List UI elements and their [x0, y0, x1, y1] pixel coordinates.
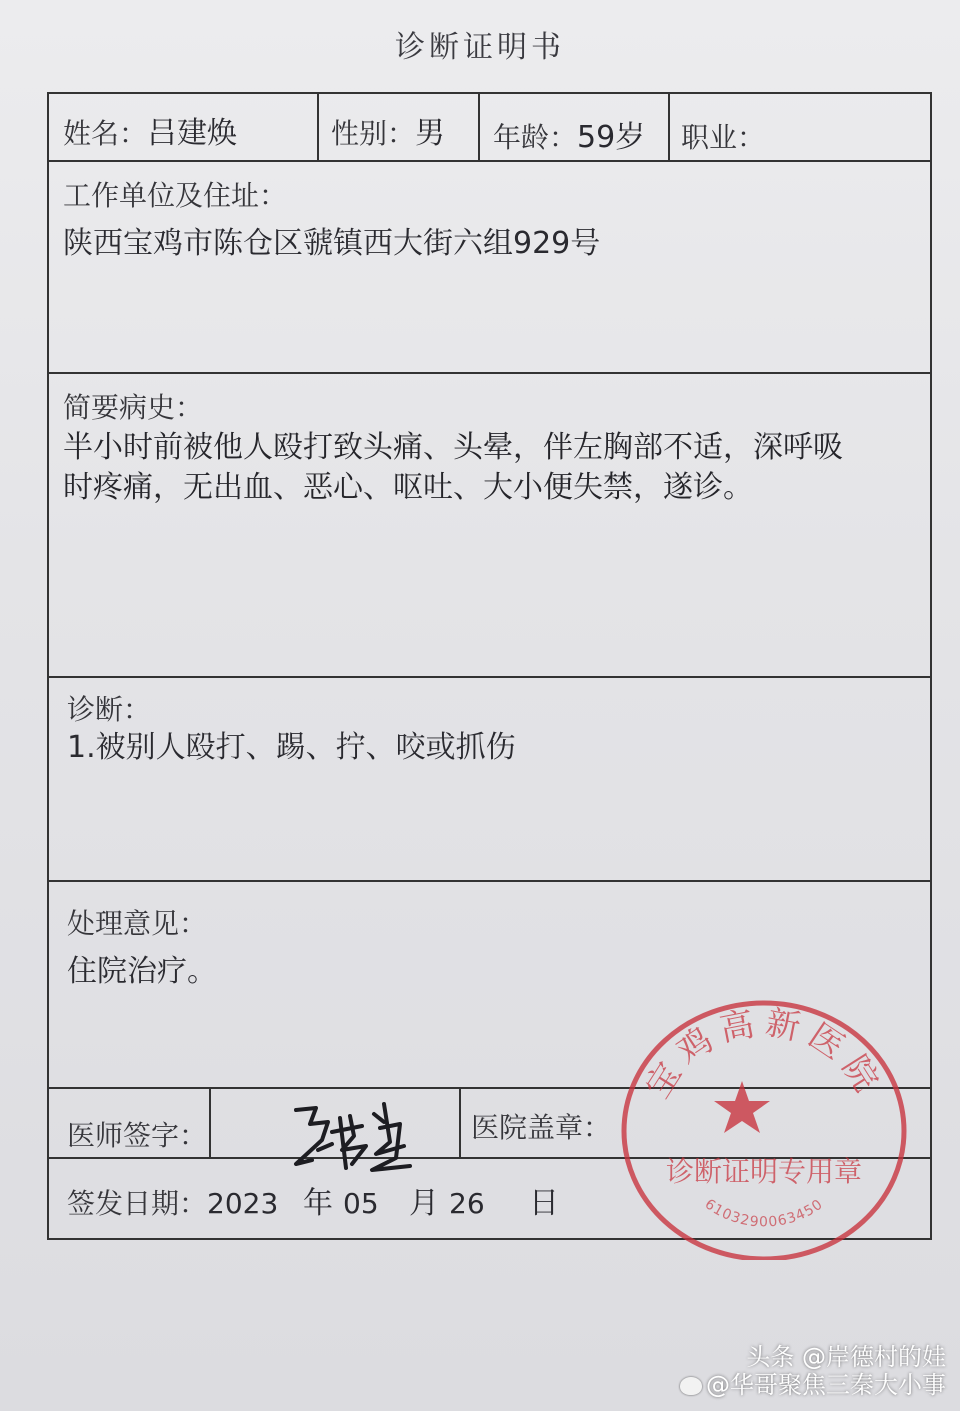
gender-field [331, 108, 445, 152]
doctor-sign-label: 医师签字： [67, 1119, 208, 1152]
issue-date-field [67, 1178, 559, 1222]
weibo-icon [680, 1377, 702, 1395]
treatment-label: 处理意见： [67, 907, 208, 940]
age-field [493, 112, 645, 156]
watermark-line-2-text: @华哥聚焦三秦大小事 [706, 1371, 946, 1399]
diagnosis-label: 诊断： [67, 693, 152, 726]
hospital-stamp-label: 医院盖章： [471, 1111, 612, 1144]
day-unit: 日 [529, 1186, 560, 1221]
occupation-label: 职业： [681, 121, 766, 154]
column-divider [459, 1087, 461, 1157]
seal-top-text: 宝鸡高新医院 [637, 1002, 891, 1106]
column-divider [317, 94, 319, 160]
month-unit: 月 [409, 1186, 440, 1221]
row-divider [49, 880, 930, 882]
age-label: 年龄： [493, 121, 578, 154]
address-label: 工作单位及住址： [63, 179, 288, 212]
issue-day: 26 [449, 1187, 485, 1220]
row-divider [49, 160, 930, 162]
year-unit: 年 [303, 1186, 334, 1221]
occupation-field [681, 116, 765, 156]
weibo-watermark [680, 1343, 946, 1399]
issue-year: 2023 [207, 1187, 279, 1220]
issue-date-label: 签发日期： [67, 1187, 208, 1220]
seal-number: 6103290063450 [701, 1196, 827, 1231]
diagnosis-text: 1.被别人殴打、踢、拧、咬或抓伤 [67, 730, 516, 765]
svg-text:宝鸡高新医院 [638, 1003, 890, 1106]
row-divider [49, 372, 930, 374]
issue-month: 05 [343, 1187, 379, 1220]
gender-label: 性别： [331, 117, 416, 150]
address-value: 陕西宝鸡市陈仓区虢镇西大街六组929号 [63, 226, 601, 261]
seal-bottom-text: 诊断证明专用章 [665, 1155, 863, 1188]
treatment-text: 住院治疗。 [67, 954, 217, 989]
watermark-line-2 [680, 1371, 946, 1399]
column-divider [478, 94, 480, 160]
watermark-line-1: 头条 @岸德村的娃 [746, 1343, 946, 1371]
age-value: 59岁 [577, 120, 646, 155]
name-field [63, 108, 237, 152]
document-title: 诊断证明书 [395, 30, 565, 65]
history-label: 简要病史： [63, 391, 204, 424]
hospital-seal [612, 985, 912, 1260]
name-value: 吕建焕 [147, 116, 238, 151]
svg-text:6103290063450 [702, 1196, 827, 1230]
row-divider [49, 676, 930, 678]
name-label: 姓名： [63, 117, 148, 150]
doctor-signature [288, 1098, 418, 1178]
column-divider [668, 94, 670, 160]
gender-value: 男 [415, 116, 446, 151]
column-divider [209, 1087, 211, 1157]
history-text: 半小时前被他人殴打致头痛、头晕，伴左胸部不适，深呼吸 时疼痛，无出血、恶心、呕吐、大小便失禁，遂诊。 [63, 430, 843, 505]
